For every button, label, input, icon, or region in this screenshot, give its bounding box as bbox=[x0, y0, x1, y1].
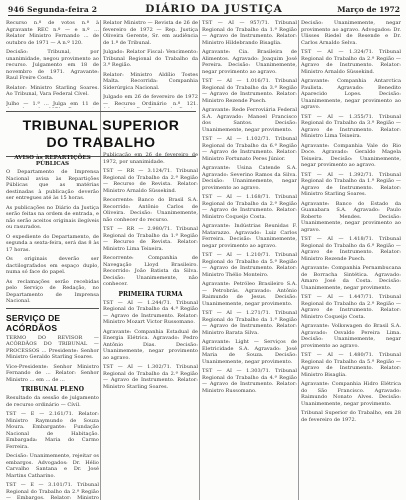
article-paragraph: Recorrente: Companhia de Navegação Lloyd Brasileiro. Recorrido: João Batista da Silva. Decisão: Unanimemente, não conhecer. bbox=[103, 255, 198, 287]
article-paragraph: TST — AI — 1.168/71. Tribunal Regional do Trabalho da 2.ª Região — Agravo de Instrumento. Relator: Ministro Coqueijo Costa. bbox=[202, 194, 297, 220]
article-paragraph: TST — AI — 1.355/71. Tribunal Regional do Trabalho da 3.ª Região — Agravo de Instrumento. Relator: Ministro Lima Teixeira. bbox=[301, 113, 401, 139]
article-paragraph: Resultado da sessão de julgamento de recurso ordinário — Cívil. bbox=[6, 395, 99, 408]
article-paragraph: Agravante: Companhia Antarctica Paulista. Agravado: Benedito Aparecido Lopes. Decisão: Unanimemente, negar provimento ao agravo. bbox=[301, 78, 401, 110]
article-paragraph: TERMO DO REVISOR — ACÓRDÃOS DO TRIBUNAL — PROCESSOS ... Presidente: Senhor Ministro Geraldo Starling Soares. bbox=[6, 334, 99, 360]
article-paragraph: TST — AI — 1.303/71. Tribunal Regional do Trabalho da 4.ª Região — Agravo de Instrumento. Relator: Ministro Russomano. bbox=[202, 368, 297, 394]
notice-paragraph: As reclamações serão recebidas pelo Serviço de Redação, no Departamento de Imprensa Nacional. bbox=[6, 278, 99, 304]
article-paragraph: TST — AI — 1.302/71. Tribunal Regional do Trabalho da 2.ª Região — Agravo de Instrumento. Relator: Ministro Starling Soares. bbox=[103, 364, 198, 390]
page-header bbox=[8, 3, 400, 16]
column-2-lower bbox=[103, 152, 198, 500]
article-paragraph: Agravante: Companhia Vale do Rio Doce. Agravado: Geraldo Magela Teixeira. Decisão: Unanimemente, negar provimento ao agravo. bbox=[301, 142, 401, 168]
section-rule bbox=[6, 308, 99, 309]
article-paragraph: Recorrente: Banco do Brasil S.A. Recorrido: Antônio Carlos de Oliveira. Decisão: Unanimemente, não conhecer do recurso. bbox=[103, 197, 198, 223]
article-paragraph: Relator: Ministro Starling Soares. Ao Tribunal, Vara Federal Cível. bbox=[6, 84, 99, 97]
article-paragraph: Agravante: Companhia Hidro Elétrica do São Francisco. Agravado: Raimundo Nonato Alves. Decisão: Unanimemente, negar provimento. bbox=[301, 381, 401, 407]
notice-paragraph: As publicações no Diário da Justiça serão feitas na ordem de entrada, e não serão aceitos originais ilegíveis ou rasurados. bbox=[6, 204, 99, 230]
primeira-turma-heading: PRIMEIRA TURMA bbox=[118, 290, 183, 298]
article-paragraph: TST — AI — 1.324/71. Tribunal Regional do Trabalho da 2.ª Região — Agravo de Instrumento. Relator: Ministro Arnaldo Süssekind. bbox=[301, 49, 401, 75]
notice-paragraph: O Departamento de Imprensa Nacional avisa às Repartições Públicas que as matérias destinadas à publicação deverão ser entregues até às 15 horas. bbox=[6, 169, 99, 201]
article-paragraph: Relator: Ministro Aldílio Tostes Malta. Recorrida: Companhia Siderúrgica Nacional. bbox=[103, 71, 198, 91]
masthead-rule bbox=[6, 111, 196, 112]
page-section-label: 946 Segunda-feira 2 bbox=[8, 4, 98, 14]
article-paragraph: Agravante: Indústrias Reunidas F. Matarazzo. Agravado: Luiz Carlos Ferreira. Decisão: Unanimemente, negar provimento ao agravo. bbox=[202, 223, 297, 249]
article-paragraph: TST — AI — 957/71. Tribunal Regional do Trabalho da 1.ª Região — Agravo de Instrumento. Relator: Ministro Hildebrando Bisaglia. bbox=[202, 20, 297, 46]
servico-heading: SERVIÇO DE ACÓRDÃOS bbox=[6, 312, 61, 333]
column-divider bbox=[199, 20, 200, 500]
article-paragraph: TST — AI — 1.210/71. Tribunal Regional do Trabalho da 5.ª Região — Agravo de Instrumento. Relator: Ministro Thélio Monteiro. bbox=[202, 252, 297, 278]
aviso-heading: AVISO às REPARTIÇÕES PÚBLICAS bbox=[14, 155, 91, 167]
article-paragraph: Julgado: Relator Fiscal: Vencimento: Tribunal Regional do Trabalho da 3.ª Região. bbox=[103, 49, 198, 68]
article-paragraph: Decisão: Unanimemente, negar provimento ao agravo. Advogados: Dr. Ulisses Riedel de Resende e Dr. Carlos Arnaldo Selva. bbox=[301, 20, 401, 46]
newspaper-title: DIÁRIO DA JUSTIÇA bbox=[145, 3, 283, 15]
article-paragraph: Julgado em 26 de fevereiro de 1972 — Recurso Ordinário n.º 121. bbox=[103, 94, 198, 107]
column-1-lower bbox=[6, 152, 99, 500]
article-paragraph: TST — AI — 1.016/71. Tribunal Regional do Trabalho da 3.ª Região — Agravo de Instrumento. Relator: Ministro Rezende Puech. bbox=[202, 78, 297, 104]
article-paragraph: Relator Ministro — Revista de 26 de fevereiro de 1972 — Rep. Justiça Oliveira Gerente, Sr. em audiência de 1.º de Tribunal. bbox=[103, 20, 198, 46]
column-3 bbox=[202, 20, 297, 500]
column-4 bbox=[301, 20, 401, 500]
article-paragraph: Tribunal Superior do Trabalho, em 28 de fevereiro de 1972. bbox=[301, 410, 401, 423]
article-paragraph: Vice-Presidente: Senhor Ministro Fernando de ... Relator: Senhor Ministro ... em ... de ... bbox=[6, 363, 99, 383]
article-paragraph: Recurso n.º de votos n.º à Agravante REC n.º — e n.º ... Relator Ministro Fernando ... de outubro de 1971 — A n.º 120. bbox=[6, 20, 99, 46]
article-paragraph: TST — AI — 1.102/71. Tribunal Regional do Trabalho da 6.ª Região — Agravo de Instrumento. Relator: Ministro Fortunato Peres Júnior. bbox=[202, 136, 297, 162]
column-divider bbox=[298, 20, 299, 500]
article-paragraph: Agravante: Rede Ferroviária Federal S.A. Agravado: Manoel Francisco dos Santos. Decisão: Unanimemente, negar provimento. bbox=[202, 107, 297, 133]
article-paragraph: Decisão: Tribunal, por unanimidade, negou provimento ao recurso. Julgamento em 18 de novembro de 1971. Agravante: Raul Freire Costa. bbox=[6, 49, 99, 81]
article-paragraph: Agravante: Banco do Estado da Guanabara S.A. Agravado: Paulo Roberto Mendes. Decisão: Unanimemente, negar provimento ao agravo. bbox=[301, 200, 401, 233]
article-paragraph: Decisão: Unanimemente, rejeitar os embargos. Advogados: Dr. Hélio Carvalho Santana e Dr. José Martins Catharino. bbox=[6, 453, 99, 479]
article-paragraph: TST — AI — 1.392/71. Tribunal Regional do Trabalho da 1.ª Região — Agravo de Instrumento. Relator: Ministro Starling Soares. bbox=[301, 171, 401, 197]
article-paragraph: TST — E — 3.101/71. Tribunal Regional do Trabalho da 2.ª Região — Embargos. Relator: Ministro bbox=[6, 482, 99, 500]
article-paragraph: Julho — 1.ª ... Julga em 11 de bbox=[6, 100, 99, 107]
article-paragraph: TST — AI — 1.244/71. Tribunal Regional do Trabalho da 4.ª Região — Agravo de Instrumento. Relator: Ministro Mozart Victor Russomano. bbox=[103, 299, 198, 325]
column-2-top bbox=[103, 20, 198, 108]
article-paragraph: Agravante: Petróleo Brasileiro S.A. — Petrobrás. Agravado: Antônio Raimundo de Jesus. Decisão: Unanimemente, negar provimento. bbox=[202, 281, 297, 307]
article-paragraph: Agravante: Usina Catende S.A. Agravado: Severino Ramos da Silva. Decisão: Unanimemente, negar provimento ao agravo. bbox=[202, 165, 297, 191]
masthead-subtitle: DO TRABALHO bbox=[46, 134, 156, 150]
article-paragraph: Agravante: Companhia Estadual de Energia Elétrica. Agravado: Pedro Antônio Dias. Decisão: Unanimemente, negar provimento ao agravo. bbox=[103, 328, 198, 361]
article-paragraph: TST — AI — 1.447/71. Tribunal Regional do Trabalho da 2.ª Região — Agravo de Instrumento. Relator: Ministro Coqueijo Costa. bbox=[301, 294, 401, 320]
article-paragraph: Agravante: Cia. Brasileira de Alimentos. Agravado: Joaquim José Pereira. Decisão: Unanimemente, negar provimento ao agravo. bbox=[202, 49, 297, 75]
article-paragraph: TST — AI — 1.271/71. Tribunal Regional do Trabalho da 1.ª Região — Agravo de Instrumento. Relator: Ministro Barata Silva. bbox=[202, 310, 297, 336]
tribunal-pleno-heading: TRIBUNAL PLENO bbox=[20, 386, 85, 393]
column-divider bbox=[100, 20, 101, 500]
article-paragraph: TST — AI — 1.418/71. Tribunal Regional do Trabalho da 6.ª Região — Agravo de Instrumento. Relator: Ministro Rezende Puech. bbox=[301, 236, 401, 262]
issue-date: Março de 1972 bbox=[337, 4, 400, 14]
article-paragraph: TST — RR — 3.124/71. Tribunal Regional do Trabalho da 2.ª Região — Recurso de Revista. Relator: Ministro Arnaldo Süssekind. bbox=[103, 168, 198, 194]
article-paragraph: TST — E — 2.161/71. Relator: Ministro Raymundo de Souza Moura. Embargante: Fundação Nacional de Habitação. Embargada: Maria do Carmo Ferreira. bbox=[6, 411, 99, 450]
article-paragraph: TST — AI — 1.480/71. Tribunal Regional do Trabalho da 5.ª Região — Agravo de Instrumento. Relator: Ministro Bisaglia. bbox=[301, 352, 401, 378]
notice-paragraph: O expediente do Departamento, de segunda a sexta-feira, será das 8 às 17 horas. bbox=[6, 233, 99, 253]
masthead-title: TRIBUNAL SUPERIOR bbox=[22, 117, 180, 133]
article-paragraph: TST — RR — 2.980/71. Tribunal Regional do Trabalho da 1.ª Região — Recurso de Revista. Relator: Ministro Lima Teixeira. bbox=[103, 226, 198, 252]
article-paragraph: Agravante: Light — Serviços de Eletricidade S.A. Agravado: José Maria de Souza. Decisão: Unanimemente, negar provimento. bbox=[202, 339, 297, 365]
article-paragraph: Agravante: Companhia Pernambucana de Borracha Sintética. Agravado: Amaro José da Costa. Decisão: Unanimemente, negar provimento. bbox=[301, 265, 401, 291]
article-paragraph: Publicação em 26 de fevereiro de 1972, por unanimidade. bbox=[103, 152, 198, 165]
column-1 bbox=[6, 20, 99, 108]
article-paragraph: Agravante: Volkswagen do Brasil S.A. Agravado: Osvaldo Pereira Lima. Decisão: Unanimemente, negar provimento ao agravo. bbox=[301, 323, 401, 349]
notice-paragraph: Os originais deverão ser dactilografados em espaço duplo, numa só face do papel. bbox=[6, 256, 99, 275]
